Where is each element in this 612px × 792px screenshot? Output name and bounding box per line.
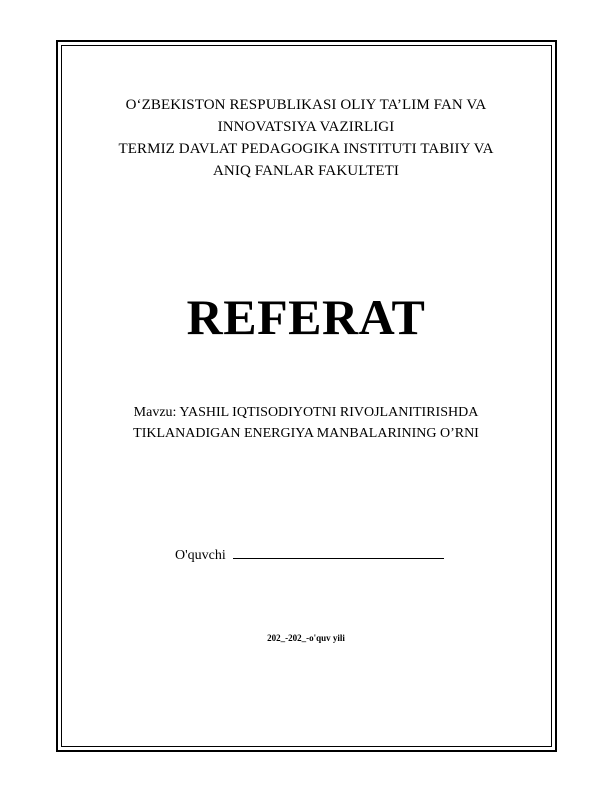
document-title: REFERAT [186,289,426,345]
header-line: ANIQ FANLAR FAKULTETI [213,163,399,179]
institution-header [80,94,532,182]
topic-line: TIKLANADIGAN ENERGIYA MANBALARINING O’RNI [133,426,479,441]
academic-year: 202_-202_-o'quv yili [267,633,345,643]
header-line: INNOVATSIYA VAZIRLIGI [217,119,395,135]
student-label: O'quvchi [175,548,226,563]
header-line: O‘ZBEKISTON RESPUBLIKASI OLIY TA’LIM FAN VA [125,97,487,113]
header-line: TERMIZ DAVLAT PEDAGOGIKA INSTITUTI TABIIY VA [118,141,494,157]
topic-line: Mavzu: YASHIL IQTISODIYOTNI RIVOJLANITIRISHDA [133,405,479,420]
student-field [175,545,444,566]
student-blank-line [233,545,444,559]
topic-block [80,402,532,444]
